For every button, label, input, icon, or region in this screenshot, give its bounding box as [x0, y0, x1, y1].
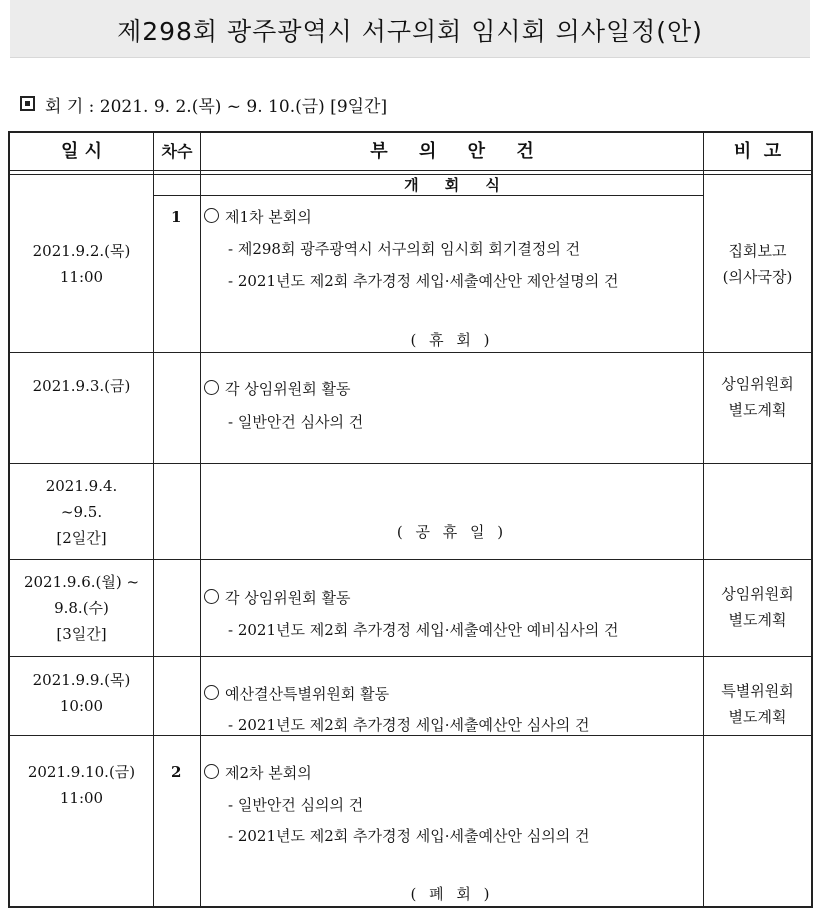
row2-note-line2: 별도계획	[728, 401, 787, 419]
circle-bullet-icon	[204, 685, 219, 700]
opening-ceremony: 개 회 식	[404, 176, 500, 194]
row1-note	[704, 175, 811, 352]
row1-date-line1: 2021.9.2.(목)	[32, 241, 131, 260]
row6-item	[204, 762, 312, 783]
row4-date-line3: [3일간]	[56, 625, 107, 643]
row2-item-text: 각 상임위원회 활동	[225, 380, 351, 398]
row5-item	[204, 683, 389, 704]
row2-date: 2021.9.3.(금)	[32, 377, 131, 395]
row5-item-text: 예산결산특별위원회 활동	[225, 685, 390, 703]
row6-sub1: - 일반안건 심의의 건	[228, 796, 364, 814]
row4-note-line1: 상임위원회	[721, 585, 794, 603]
row4-date-line1: 2021.9.6.(월) ~	[23, 573, 140, 591]
row5-date-line1: 2021.9.9.(목)	[32, 671, 131, 689]
circle-bullet-icon	[204, 380, 219, 395]
row1-order: 1	[171, 208, 182, 226]
row5-note-line2: 별도계획	[728, 708, 787, 726]
circle-bullet-icon	[204, 208, 219, 223]
row1-note-line1: 집회보고	[728, 241, 787, 260]
row6-item-text: 제2차 본회의	[225, 764, 312, 782]
session-period	[20, 92, 387, 117]
row3-holiday: ( 공 휴 일 )	[396, 523, 508, 541]
square-bullet-icon	[20, 96, 35, 111]
title-banner	[10, 0, 810, 58]
row5-date	[10, 661, 153, 725]
header-note: 비 고	[733, 140, 782, 162]
row2-note-line1: 상임위원회	[721, 375, 794, 393]
row4-note-line2: 별도계획	[728, 611, 787, 629]
row1-sub2: - 2021년도 제2회 추가경정 세입·세출예산안 제안설명의 건	[228, 272, 619, 290]
row4-item	[204, 587, 350, 608]
row4-date	[10, 560, 153, 656]
row6-date-line1: 2021.9.10.(금)	[27, 763, 136, 781]
schedule-table	[8, 131, 813, 908]
row6-sub2: - 2021년도 제2회 추가경정 세입·세출예산안 심의의 건	[228, 827, 590, 845]
header-date: 일 시	[60, 140, 103, 162]
row2-sub1: - 일반안건 심사의 건	[228, 413, 364, 431]
row4-item-text: 각 상임위원회 활동	[225, 589, 351, 607]
header-order: 차수	[161, 141, 193, 161]
row5-date-line2: 10:00	[59, 697, 104, 715]
row1-sub1: - 제298회 광주광역시 서구의회 임시회 회기결정의 건	[228, 240, 581, 258]
row6-order: 2	[171, 763, 182, 781]
row6-date-line2: 11:00	[59, 789, 104, 807]
header-agenda: 부 의 안 건	[370, 140, 534, 162]
row5-note-line1: 특별위원회	[721, 682, 794, 700]
row3-date-line2: ~9.5.	[60, 502, 103, 521]
row2-note	[704, 367, 811, 427]
row6-date	[10, 755, 153, 815]
row1-recess: ( 휴 회 )	[410, 331, 494, 349]
row1-note-line2: (의사국장)	[722, 267, 793, 286]
row4-date-line2: 9.8.(수)	[54, 599, 109, 617]
row5-sub1: - 2021년도 제2회 추가경정 세입·세출예산안 심사의 건	[228, 716, 590, 734]
session-period-text: 회 기 : 2021. 9. 2.(목) ~ 9. 10.(금) [9일간]	[45, 97, 388, 117]
page-title: 제298회 광주광역시 서구의회 임시회 의사일정(안)	[117, 17, 703, 46]
row3-date-line1: 2021.9.4.	[45, 476, 118, 495]
row1-item	[204, 206, 312, 227]
row3-date-line3: [2일간]	[56, 528, 107, 547]
row5-note	[704, 674, 811, 734]
row1-date	[10, 175, 153, 352]
row3-date	[10, 464, 153, 559]
row6-adjourn: ( 폐 회 )	[410, 885, 494, 903]
circle-bullet-icon	[204, 764, 219, 779]
row2-item	[204, 378, 350, 399]
row4-note	[704, 577, 811, 637]
row1-date-line2: 11:00	[59, 267, 104, 286]
row1-item-text: 제1차 본회의	[225, 208, 312, 226]
row4-sub1: - 2021년도 제2회 추가경정 세입·세출예산안 예비심사의 건	[228, 621, 619, 639]
circle-bullet-icon	[204, 589, 219, 604]
